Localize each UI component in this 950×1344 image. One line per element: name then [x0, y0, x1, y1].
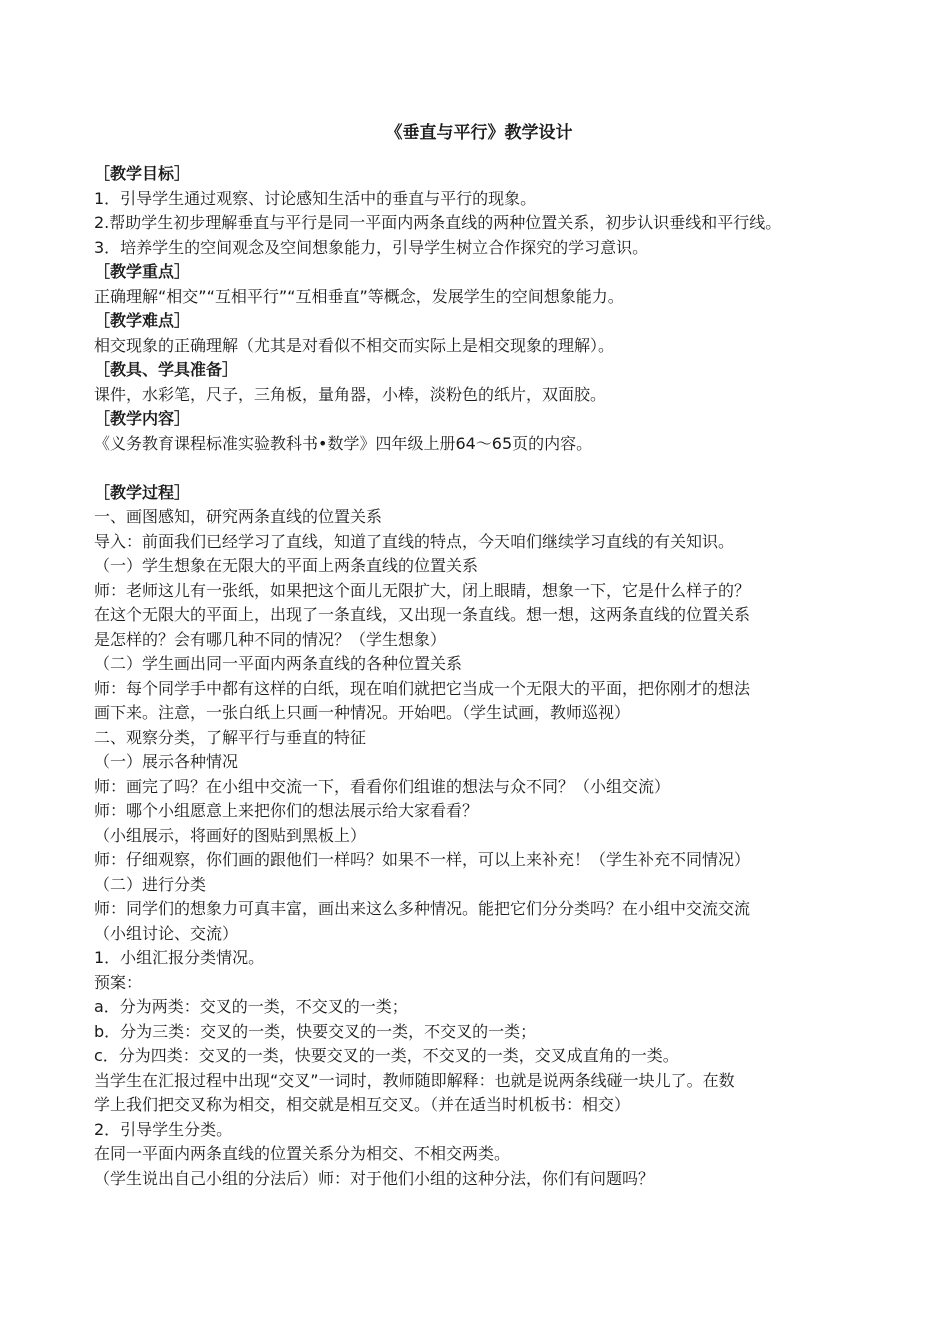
process-line: a．分为两类：交叉的一类，不交叉的一类； — [94, 997, 408, 1016]
goals-heading: ［教学目标］ — [94, 164, 191, 183]
process-line: 画下来。注意，一张白纸上只画一种情况。开始吧。（学生试画，教师巡视） — [94, 703, 631, 722]
process-line: 是怎样的？会有哪几种不同的情况？（学生想象） — [94, 629, 447, 649]
process-line: 1．小组汇报分类情况。 — [94, 948, 265, 967]
process-line: 一、画图感知，研究两条直线的位置关系 — [94, 507, 383, 526]
process-line: （二）学生画出同一平面内两条直线的各种位置关系 — [94, 654, 463, 673]
goal-item-2: 2.帮助学生初步理解垂直与平行是同一平面内两条直线的两种位置关系，初步认识垂线和平行线。 — [94, 213, 782, 232]
goal-item-1: 1．引导学生通过观察、讨论感知生活中的垂直与平行的现象。 — [94, 188, 537, 208]
difficulty-text: 相交现象的正确理解（尤其是对看似不相交而实际上是相交现象的理解）。 — [94, 335, 615, 355]
process-line: 师：老师这儿有一张纸，如果把这个面儿无限扩大，闭上眼睛，想象一下，它是什么样子的？ — [94, 580, 751, 600]
process-line: 在这个无限大的平面上，出现了一条直线，又出现一条直线。想一想，这两条直线的位置关系 — [94, 605, 751, 624]
process-line: 师：哪个小组愿意上来把你们的想法展示给大家看看？ — [94, 801, 479, 820]
process-line: 预案： — [94, 972, 143, 992]
process-line: 师：同学们的想象力可真丰富，画出来这么多种情况。能把它们分分类吗？在小组中交流交流 — [94, 899, 751, 918]
process-line: 二、观察分类，了解平行与垂直的特征 — [94, 727, 367, 747]
process-line: （一）展示各种情况 — [94, 752, 239, 771]
process-line: （小组讨论、交流） — [94, 923, 239, 943]
process-line: （学生说出自己小组的分法后）师：对于他们小组的这种分法，你们有问题吗？ — [94, 1168, 655, 1188]
document-page — [94, 120, 864, 1191]
process-line: c．分为四类：交叉的一类，快要交叉的一类，不交叉的一类，交叉成直角的一类。 — [94, 1046, 679, 1065]
goal-item-3: 3．培养学生的空间观念及空间想象能力，引导学生树立合作探究的学习意识。 — [94, 237, 649, 257]
process-line: 师：每个同学手中都有这样的白纸，现在咱们就把它当成一个无限大的平面，把你刚才的想法 — [94, 678, 751, 698]
process-line: b．分为三类：交叉的一类，快要交叉的一类，不交叉的一类； — [94, 1021, 537, 1041]
key-point-text: 正确理解“相交”“互相平行”“互相垂直”等概念，发展学生的空间想象能力。 — [94, 286, 624, 306]
process-line: （二）进行分类 — [94, 874, 207, 894]
process-line: 在同一平面内两条直线的位置关系分为相交、不相交两类。 — [94, 1144, 511, 1163]
blank-line — [94, 456, 864, 481]
content-heading: ［教学内容］ — [94, 409, 191, 428]
process-line: 师：画完了吗？在小组中交流一下，看看你们组谁的想法与众不同？（小组交流） — [94, 776, 671, 796]
process-line: 导入：前面我们已经学习了直线，知道了直线的特点，今天咱们继续学习直线的有关知识。 — [94, 531, 735, 551]
process-line: 学上我们把交叉称为相交，相交就是相互交叉。（并在适当时机板书：相交） — [94, 1095, 631, 1114]
materials-heading: ［教具、学具准备］ — [94, 360, 239, 379]
process-heading: ［教学过程］ — [94, 482, 191, 502]
difficulty-heading: ［教学难点］ — [94, 311, 191, 330]
process-line: （一）学生想象在无限大的平面上两条直线的位置关系 — [94, 556, 479, 575]
process-line: 2．引导学生分类。 — [94, 1119, 233, 1139]
process-line: 当学生在汇报过程中出现“交叉”一词时，教师随即解释：也就是说两条线碰一块儿了。在数 — [94, 1070, 735, 1090]
document-title: 《垂直与平行》教学设计 — [385, 123, 573, 143]
content-text: 《义务教育课程标准实验教科书•数学》四年级上册64～65页的内容。 — [94, 433, 593, 453]
process-line: （小组展示，将画好的图贴到黑板上） — [94, 825, 367, 845]
process-line: 师：仔细观察，你们画的跟他们一样吗？如果不一样，可以上来补充！（学生补充不同情况） — [94, 850, 751, 869]
materials-text: 课件，水彩笔，尺子，三角板，量角器，小棒，淡粉色的纸片，双面胶。 — [94, 384, 607, 404]
key-point-heading: ［教学重点］ — [94, 262, 191, 281]
